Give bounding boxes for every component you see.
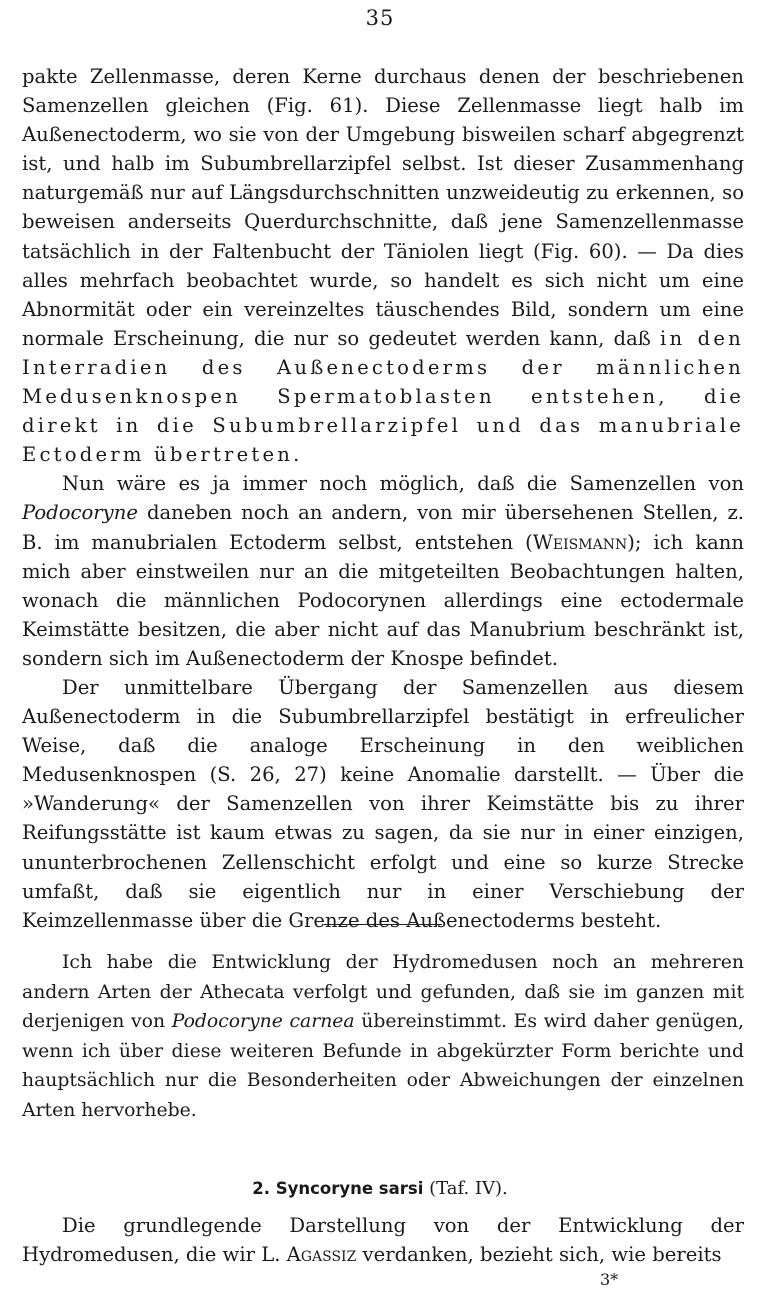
paragraph-text: verdanken, bezieht sich, wie bereits <box>356 1243 722 1267</box>
section-plate-reference: (Taf. IV). <box>429 1178 508 1199</box>
section-species-name: Syncoryne sarsi <box>275 1179 424 1198</box>
paragraph-text: Ich habe die Entwicklung der Hydromedusen noch an mehreren andern Arten der Athecata verfolgt und gefunden, daß sie im ganzen mit derjenigen von <box>22 952 744 1033</box>
paragraph: Der unmittelbare Übergang der Samenzellen aus diesem Außenectoderm in die Subumbrellarzipfel bestätigt in erfreulicher Weise, daß die analoge Erscheinung in den weiblichen Medusenknospen (S. 26, 27) keine Anomalie darstellt. — Über die »Wanderung« der Samenzellen von ihrer Keimstätte bis zu ihrer Reifungsstätte ist kaum etwas zu sagen, da sie nur in einer einzigen, ununterbrochenen Zellenschicht erfolgt und eine so kurze Strecke umfaßt, daß sie eigentlich nur in einer Verschiebung der Keimzellenmasse über die Grenze des Außenectoderms besteht. <box>22 675 744 932</box>
species-name: Podocoryne carnea <box>171 1011 355 1033</box>
author-name: Weismann <box>532 530 628 554</box>
paragraph-text: Nun wäre es ja immer noch möglich, daß die Samenzellen von <box>62 472 744 496</box>
paragraph <box>22 1211 744 1269</box>
paragraph-text: ); ich kann mich aber einstweilen nur an die mitgeteilten Beobachtungen halten, wonach die männlichen Podocorynen allerdings eine ectodermale Keimstätte besitzen, die aber nicht auf das Manubrium beschränkt ist, sondern sich im Außenectoderm der Knospe befindet. <box>22 530 745 670</box>
intro-paragraph <box>22 948 744 1126</box>
page-number: 35 <box>365 6 395 30</box>
spaced-emphasis: in den Interradien des Außenectoderms der männlichen Medusenknospen Spermatoblasten entstehen, die direkt in die Subumbrellarzipfel und das manubriale Ectoderm übertreten. <box>22 326 744 467</box>
section-divider <box>324 924 442 925</box>
genus-name: Podocoryne <box>22 501 138 525</box>
section-heading <box>0 1178 760 1199</box>
paragraph-text: Die grundlegende Darstellung von der Entwicklung der Hydromedusen, die wir L. <box>22 1214 744 1267</box>
paragraph <box>22 469 744 673</box>
author-name: Agassiz <box>286 1243 357 1267</box>
section-number: 2. <box>252 1179 270 1198</box>
signature-mark: 3* <box>600 1270 619 1289</box>
paragraph <box>22 948 744 1126</box>
body-text <box>22 62 744 935</box>
section-body <box>22 1211 744 1269</box>
paragraph-text: übereinstimmt. Es wird daher genügen, wenn ich über diese weiteren Befunde in abgekürzter Form berichte und hauptsächlich nur die Besonderheiten oder Abweichungen der einzelnen Arten hervorhebe. <box>22 1011 744 1121</box>
paragraph-continuation <box>22 62 744 469</box>
paragraph-text: daneben noch an andern, von mir übersehenen Stellen, z. B. im manubrialen Ectoderm selbst, entstehen ( <box>22 501 744 554</box>
paragraph-text: pakte Zellenmasse, deren Kerne durchaus denen der beschriebenen Samenzellen gleichen (Fig. 61). Diese Zellenmasse liegt halb im Außenectoderm, wo sie von der Umgebung bisweilen scharf abgegrenzt ist, und halb im Subumbrellarzipfel selbst. Ist dieser Zusammenhang naturgemäß nur auf Längsdurchschnitten unzweideutig zu erkennen, so beweisen anderseits Querdurchschnitte, daß jene Samenzellenmasse tatsächlich in der Faltenbucht der Täniolen liegt (Fig. 60). — Da dies alles mehrfach beobachtet wurde, so handelt es sich nicht um eine Abnormität oder ein vereinzeltes täuschendes Bild, sondern um eine normale Erscheinung, die nur so gedeutet werden kann, daß <box>22 65 744 350</box>
